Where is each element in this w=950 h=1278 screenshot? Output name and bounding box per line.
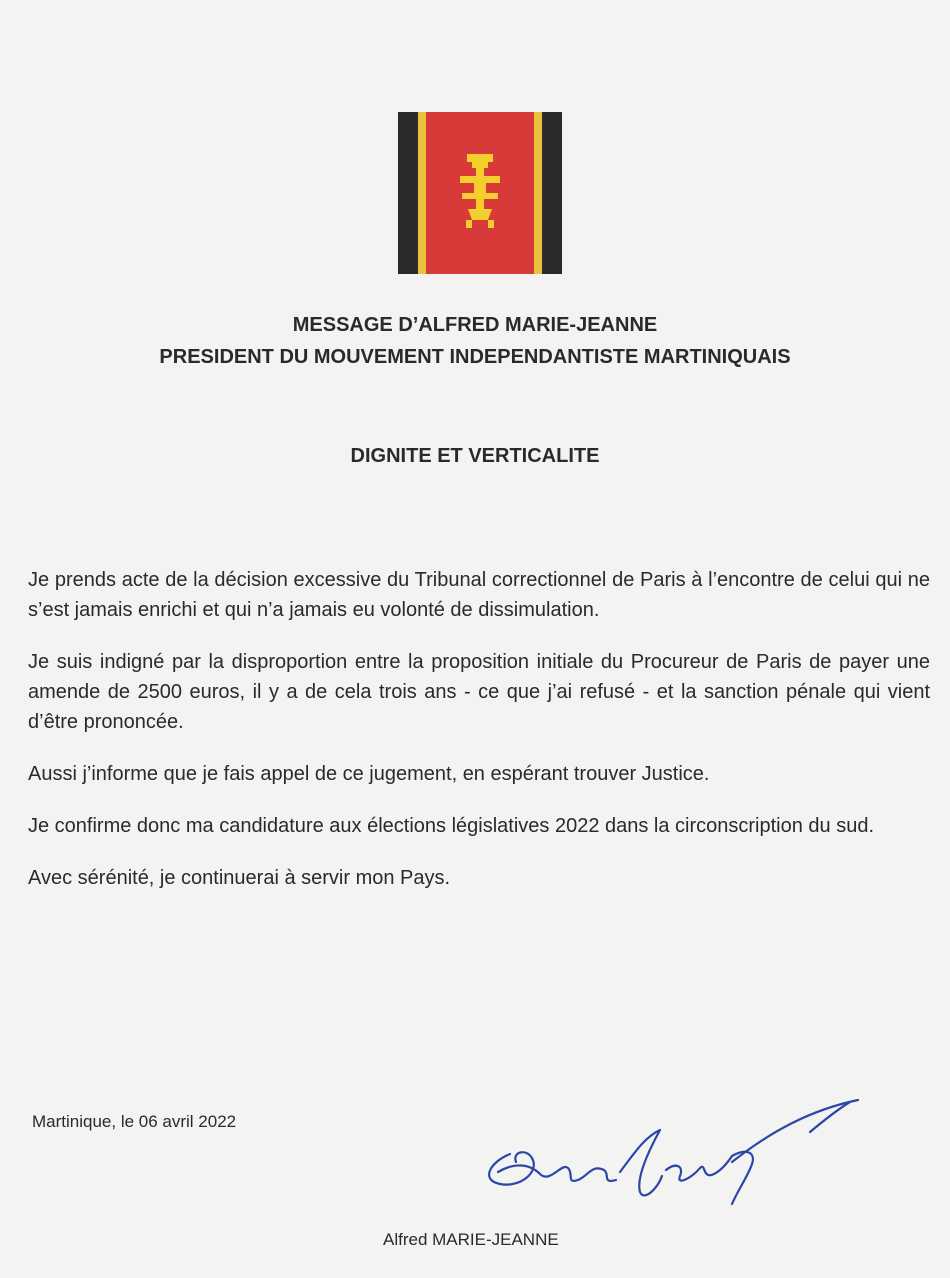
place-date: Martinique, le 06 avril 2022 xyxy=(32,1112,237,1131)
header-line-sender: MESSAGE D’ALFRED MARIE-JEANNE xyxy=(292,314,658,336)
handwritten-signature-icon xyxy=(470,1092,870,1212)
paragraph: Je prends acte de la décision excessive du Tribunal correctionnel de Paris à l’encontre de celui qui ne s’est jamais enrichi et qui n’a jamais eu volonté de dissimulation. xyxy=(28,569,930,621)
paragraph: Aussi j’informe que je fais appel de ce jugement, en espérant trouver Justice. xyxy=(28,763,710,785)
signer-name: Alfred MARIE-JEANNE xyxy=(383,1230,559,1249)
header-line-title: PRESIDENT DU MOUVEMENT INDEPENDANTISTE MARTINIQUAIS xyxy=(159,346,791,368)
letter-body xyxy=(28,565,930,915)
mim-flag-emblem-icon xyxy=(398,112,562,274)
paragraph: Je suis indigné par la disproportion entre la proposition initiale du Procureur de Paris de payer une amende de 2500 euros, il y a de cela trois ans - ce que j’ai refusé - et la sanction pénale qui vient d’être prononcée. xyxy=(28,651,930,733)
paragraph: Je confirme donc ma candidature aux élections législatives 2022 dans la circonscription du sud. xyxy=(28,815,875,837)
paragraph: Avec sérénité, je continuerai à servir mon Pays. xyxy=(28,867,451,889)
letter-header xyxy=(0,309,950,373)
letter-title: DIGNITE ET VERTICALITE xyxy=(350,445,600,467)
